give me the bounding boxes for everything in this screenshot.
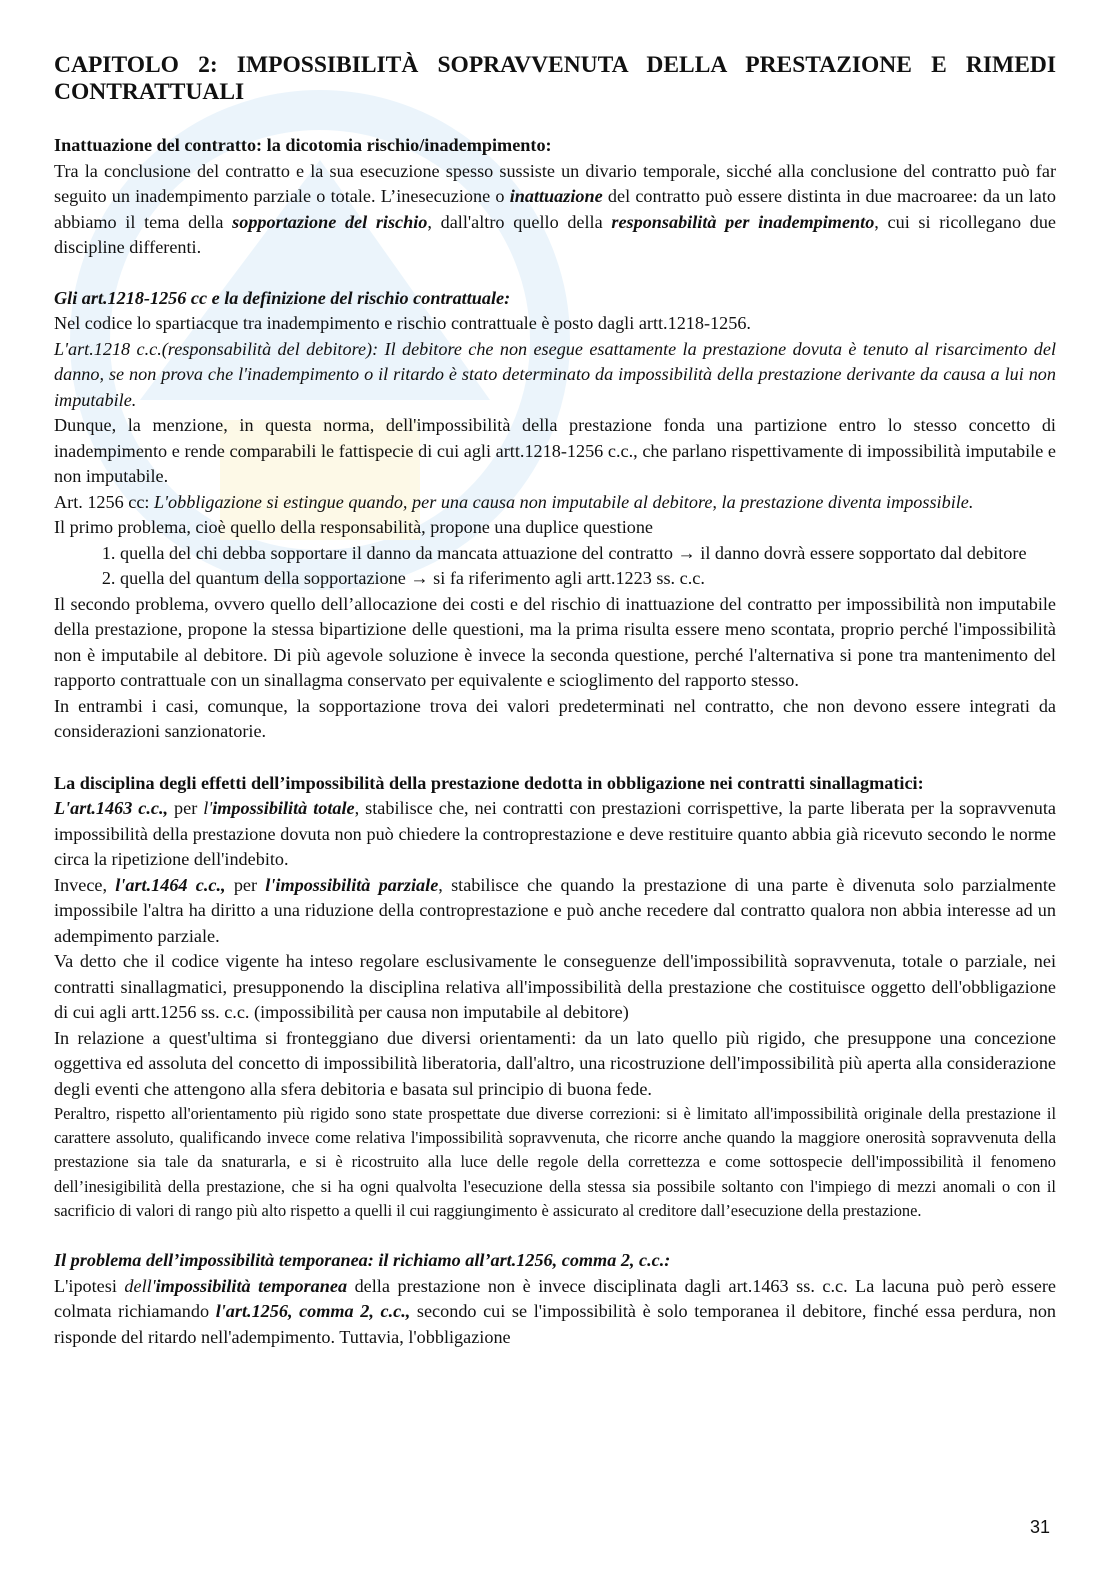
paragraph: Dunque, la menzione, in questa norma, dell'impossibilità della prestazione fonda una partizione entro lo stesso concetto di inadempimento e rende comparabili le fattispecie di cui agli artt.1218-1256 c.c., che parlano rispettivamente di impossibilità imputabile e non imputabile.	[54, 415, 1056, 486]
page-number: 31	[1030, 1517, 1051, 1537]
paragraph: Tra la conclusione del contratto e la sua esecuzione spesso sussiste un divario temporale, sicché alla conclusione del contratto può far seguito un inadempimento parziale o totale. L’inesecuzione o inattuazione del contratto può essere distinta in due macroaree: da un lato abbiamo il tema della sopportazione del rischio, dall'altro quello della responsabilità per inadempimento, cui si ricollegano due discipline differenti.	[54, 160, 1056, 257]
paragraph: Va detto che il codice vigente ha inteso regolare esclusivamente le conseguenze dell'impossibilità sopravvenuta, totale o parziale, nei contratti sinallagmatici, presupponendo la disciplina relativa all'impossibilità della prestazione che costituisce oggetto dell'obbligazione di cui agli artt.1256 ss. c.c. (impossibilità per causa non imputabile al debitore)	[54, 951, 1056, 1022]
paragraph: Il secondo problema, ovvero quello dell’allocazione dei costi e del rischio di inattuazione del contratto per impossibilità non imputabile della prestazione, propone la stessa bipartizione delle questioni, ma la prima risulta essere meno scontata, proprio perché l'impossibilità non è imputabile al debitore. Di più agevole soluzione è invece la seconda questione, perché l'alternativa si pone tra mantenimento del rapporto contrattuale con un sinallagma conservato per equivalente e scioglimento del rapporto stesso.	[54, 593, 1056, 690]
chapter-title: CAPITOLO 2: IMPOSSIBILITÀ SOPRAVVENUTA DELLA PRESTAZIONE E RIMEDI CONTRATTUALI	[54, 52, 1056, 105]
paragraph-quote-1256: Art. 1256 cc: L'obbligazione si estingue quando, per una causa non imputabile al debitore, la prestazione diventa impossibile.	[54, 491, 974, 512]
paragraph: L'art.1463 c.c., per l'impossibilità totale, stabilisce che, nei contratti con prestazioni corrispettive, la parte liberata per la sopravvenuta impossibilità della prestazione dovuta non può chiedere la controprestazione e deve restituire quanto abbia già ricevuto secondo le norme circa la ripetizione dell'indebito.	[54, 798, 1056, 869]
list-item: 1. quella del chi debba sopportare il danno da mancata attuazione del contratto → il danno dovrà essere sopportato dal debitore	[120, 541, 1056, 567]
list-item: 2. quella del quantum della sopportazione → si fa riferimento agli artt.1223 ss. c.c.	[120, 566, 1056, 592]
section-heading-inattuazione: Inattuazione del contratto: la dicotomia rischio/inadempimento:	[54, 135, 552, 155]
paragraph: Il primo problema, cioè quello della responsabilità, propone una duplice questione	[54, 517, 654, 537]
section-heading-sinallagmatici: La disciplina degli effetti dell’impossibilità della prestazione dedotta in obbligazione nei contratti sinallagmatici:	[54, 772, 924, 793]
section-heading-rischio: Gli art.1218-1256 cc e la definizione del rischio contrattuale:	[54, 287, 511, 308]
numbered-list	[54, 541, 1056, 592]
document-page	[54, 52, 1056, 1350]
paragraph-quote-1218: L'art.1218 c.c.(responsabilità del debitore): Il debitore che non esegue esattamente la prestazione dovuta è tenuto al risarcimento del danno, se non prova che l'inadempimento o il ritardo è stato determinato da impossibilità della prestazione derivante da causa a lui non imputabile.	[54, 338, 1056, 410]
section-heading-temporanea: Il problema dell’impossibilità temporanea: il richiamo all’art.1256, comma 2, c.c.:	[54, 1250, 671, 1271]
paragraph-small: Peraltro, rispetto all'orientamento più rigido sono state prospettate due diverse correzioni: si è limitato all'impossibilità originale della prestazione il carattere assoluto, qualificando invece come relativa l'impossibilità sopravvenuta, che ricorre anche quando la maggiore onerosità sopravvenuta della prestazione sia tale da snaturarla, e si è ricostruito alla luce delle regole della correttezza e come sottospecie dell'impossibilità il fenomeno dell’inesigibilità della prestazione, che si ha ogni qualvolta l'esecuzione della stessa sia possibile soltanto con l'impiego di mezzi anomali o con il sacrificio di valori di rango più alto rispetto a quelli il cui raggiungimento è assicurato al creditore dall’esecuzione della prestazione.	[54, 1104, 1056, 1220]
paragraph: Invece, l'art.1464 c.c., per l'impossibilità parziale, stabilisce che quando la prestazione di una parte è divenuta solo parzialmente impossibile l'altra ha diritto a una riduzione della controprestazione e può anche recedere dal contratto qualora non abbia interesse ad un adempimento parziale.	[54, 874, 1056, 946]
paragraph: In relazione a quest'ultima si fronteggiano due diversi orientamenti: da un lato quello più rigido, che presuppone una concezione oggettiva ed assoluta del concetto di impossibilità liberatoria, dall'altro, una ricostruzione dell'impossibilità più aperta alla considerazione degli eventi che attengono alla sfera debitoria e basata sul principio di buona fede.	[54, 1027, 1056, 1099]
paragraph: In entrambi i casi, comunque, la sopportazione trova dei valori predeterminati nel contratto, che non devono essere integrati da considerazioni sanzionatorie.	[54, 695, 1056, 741]
paragraph: L'ipotesi dell'impossibilità temporanea della prestazione non è invece disciplinata dagli art.1463 ss. c.c. La lacuna può però essere colmata richiamando l'art.1256, comma 2, c.c., secondo cui se l'impossibilità è solo temporanea il debitore, finché essa perdura, non risponde del ritardo nell'adempimento. Tuttavia, l'obbligazione	[54, 1275, 1057, 1347]
paragraph: Nel codice lo spartiacque tra inadempimento e rischio contrattuale è posto dagli artt.1218-1256.	[54, 313, 751, 333]
